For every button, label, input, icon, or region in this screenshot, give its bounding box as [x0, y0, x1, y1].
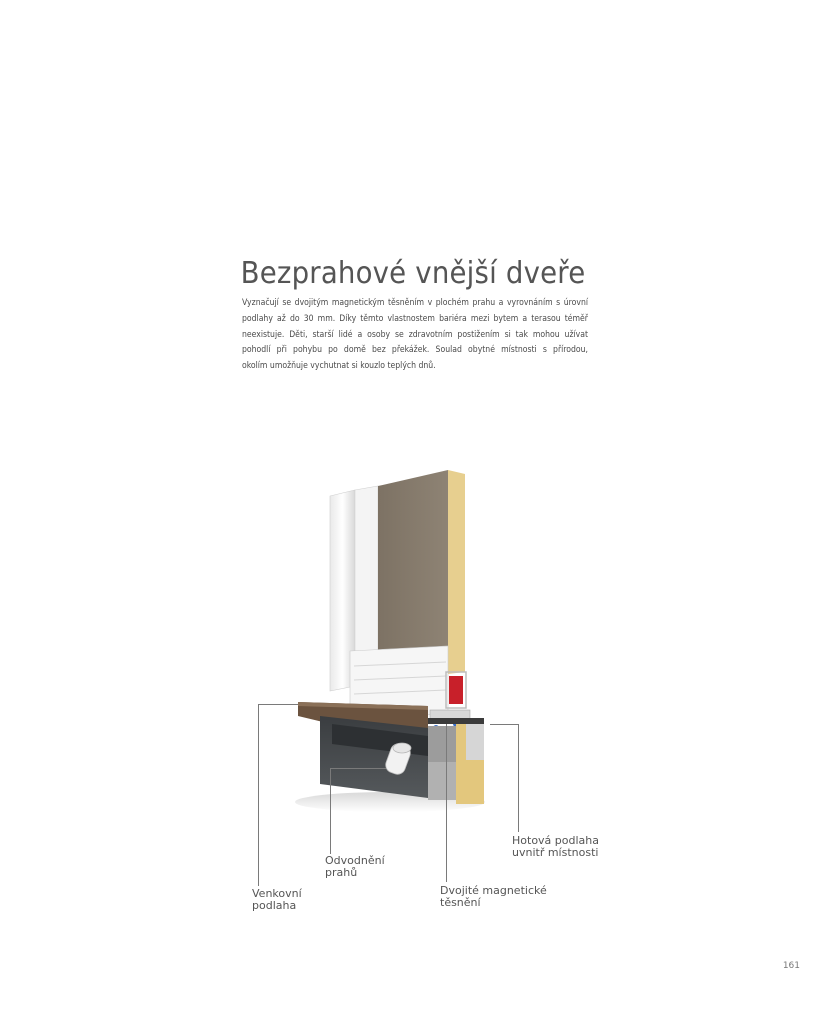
- label-magnetic-seal: Dvojité magnetické těsnění: [440, 884, 547, 909]
- intro-line: okolím umožňuje vychutnat si kouzlo teplých dnů.: [242, 361, 436, 372]
- label-outside-floor: Venkovní podlaha: [252, 887, 302, 912]
- steel-reinforcement: [449, 676, 463, 704]
- intro-line: Vyznačují se dvojitým magnetickým těsněním v plochém prahu a vyrovnáním s úrovní: [242, 298, 588, 308]
- intro-line: pohodlí při pohybu po domě bez překážek. Soulad obytné místnosti s přírodou,: [242, 345, 588, 356]
- intro-line: podlahy až do 30 mm. Díky těmto vlastnostem bariéra mezi bytem a terasou téměř: [242, 313, 588, 324]
- page-number: 161: [782, 961, 800, 971]
- leader-line: [330, 768, 386, 769]
- leader-line: [258, 704, 259, 886]
- intro-line: neexistuje. Děti, starší lidé a osoby se zdravotním postižením si tak mohou užívat: [242, 329, 588, 340]
- door-threshold-illustration: [250, 466, 530, 816]
- leader-line: [330, 768, 331, 854]
- leader-line: [518, 724, 519, 832]
- page-title: Bezprahové vnější dveře: [240, 256, 586, 292]
- leader-line: [258, 704, 298, 705]
- leader-line: [490, 724, 518, 725]
- leader-line: [446, 724, 447, 882]
- label-drainage: Odvodnění prahů: [325, 854, 385, 879]
- panel-insulation: [448, 470, 465, 674]
- intro-paragraph: [242, 296, 588, 375]
- label-inside-floor: Hotová podlaha uvnitř místnosti: [512, 834, 599, 859]
